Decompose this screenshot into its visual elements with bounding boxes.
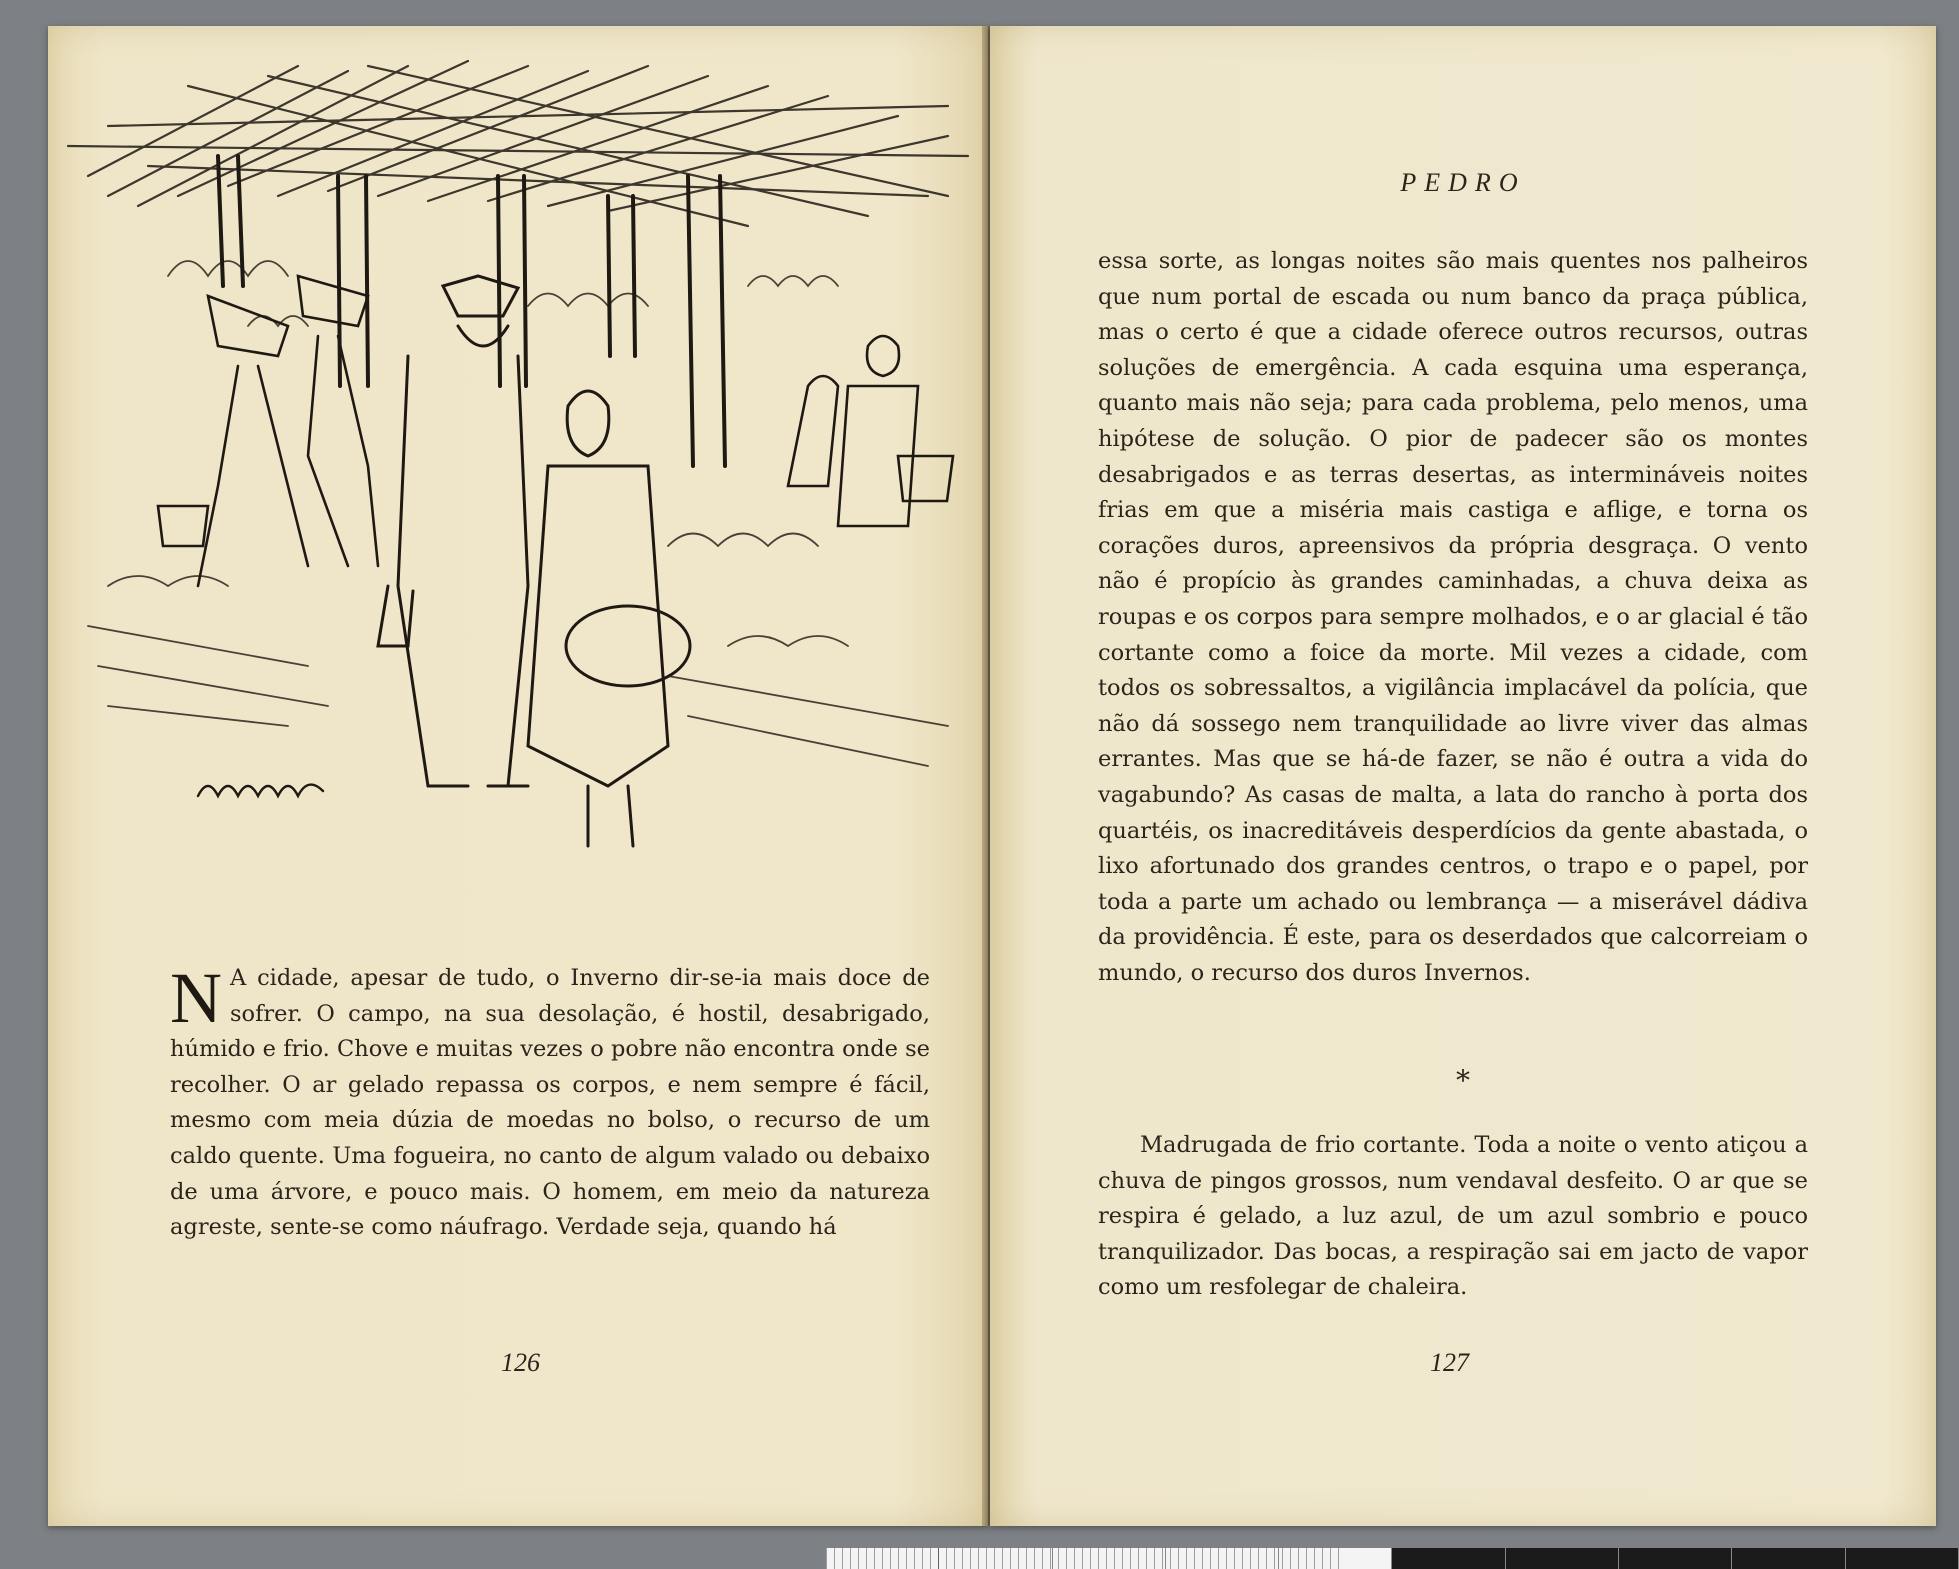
left-paragraph-text: A cidade, apesar de tudo, o Inverno dir-se-ia mais doce de sofrer. O campo, na sua desolação, é hostil, desabrigado, húmido e frio. Chove e muitas vezes o pobre não encontra onde se recolher. O ar gelado repassa os corpos, e nem sempre é fácil, mesmo com meia dúzia de moedas no bolso, o recurso de um caldo quente. Uma fogueira, no canto de algum valado ou debaixo de uma árvore, e pouco mais. O homem, em meio da natureza agreste, sente-se como náufrago. Verdade seja, quando há	[170, 965, 930, 1241]
paragraph-2-text: Madrugada de frio cortante. Toda a noite o vento atiçou a chuva de pingos grossos, num vendaval desfeito. O ar que se respira é gelado, a luz azul, de um azul sombrio e pouco tranquilizador. Das bocas, a respiração sai em jacto de vapor como um resfolegar de chaleira.	[1098, 1132, 1808, 1301]
running-head: PEDRO	[1400, 168, 1526, 197]
paragraph-1-text: essa sorte, as longas noites são mais quentes nos palheiros que num portal de escada ou num banco da praça pública, mas o certo é que a cidade oferece outros recursos, outras soluções de emergência. A cada esquina uma esperança, quanto mais não seja; para cada problema, pelo menos, uma hipótese de solução. O pior de padecer são os montes desabrigados e as terras desertas, as intermináveis noites frias em que a miséria mais castiga e aflige, e torna os corações duros, apreensivos da própria desgraça. O vento não é propício às grandes caminhadas, a chuva deixa as roupas e os corpos para sempre molhados, e o ar glacial é tão cortante como a foice da morte. Mil vezes a cidade, com todos os sobressaltos, a vigilância implacável da polícia, que não dá sossego nem tranquilidade ao livre viver das almas errantes. Mas que se há-de fazer, se não é outra a vida do vagabundo? As casas de malta, a lata do rancho à porta dos quartéis, os inacreditáveis desperdícios da gente abastada, o lixo afortunado dos grandes centros, o trapo e o papel, por toda a parte um achado ou lembrança — a miserável dádiva da providência. É este, para os deserdados que calcorreiam o mundo, o recurso dos duros Invernos.	[1098, 248, 1808, 986]
scale-ticks	[826, 1548, 1346, 1569]
right-page-paragraph-2	[1098, 1128, 1808, 1306]
page-number-left: 126	[501, 1348, 540, 1377]
left-page	[48, 26, 988, 1526]
right-page-paragraph-1	[1098, 244, 1808, 991]
drop-cap: N	[170, 958, 222, 1038]
ink-drawing	[48, 26, 988, 886]
color-scale-bar	[826, 1548, 1959, 1569]
section-break-asterisk: *	[1456, 1064, 1470, 1097]
right-page	[990, 26, 1936, 1526]
pergola-illustration	[48, 26, 988, 886]
left-page-paragraph	[170, 958, 930, 1246]
page-number-right: 127	[1430, 1348, 1469, 1377]
